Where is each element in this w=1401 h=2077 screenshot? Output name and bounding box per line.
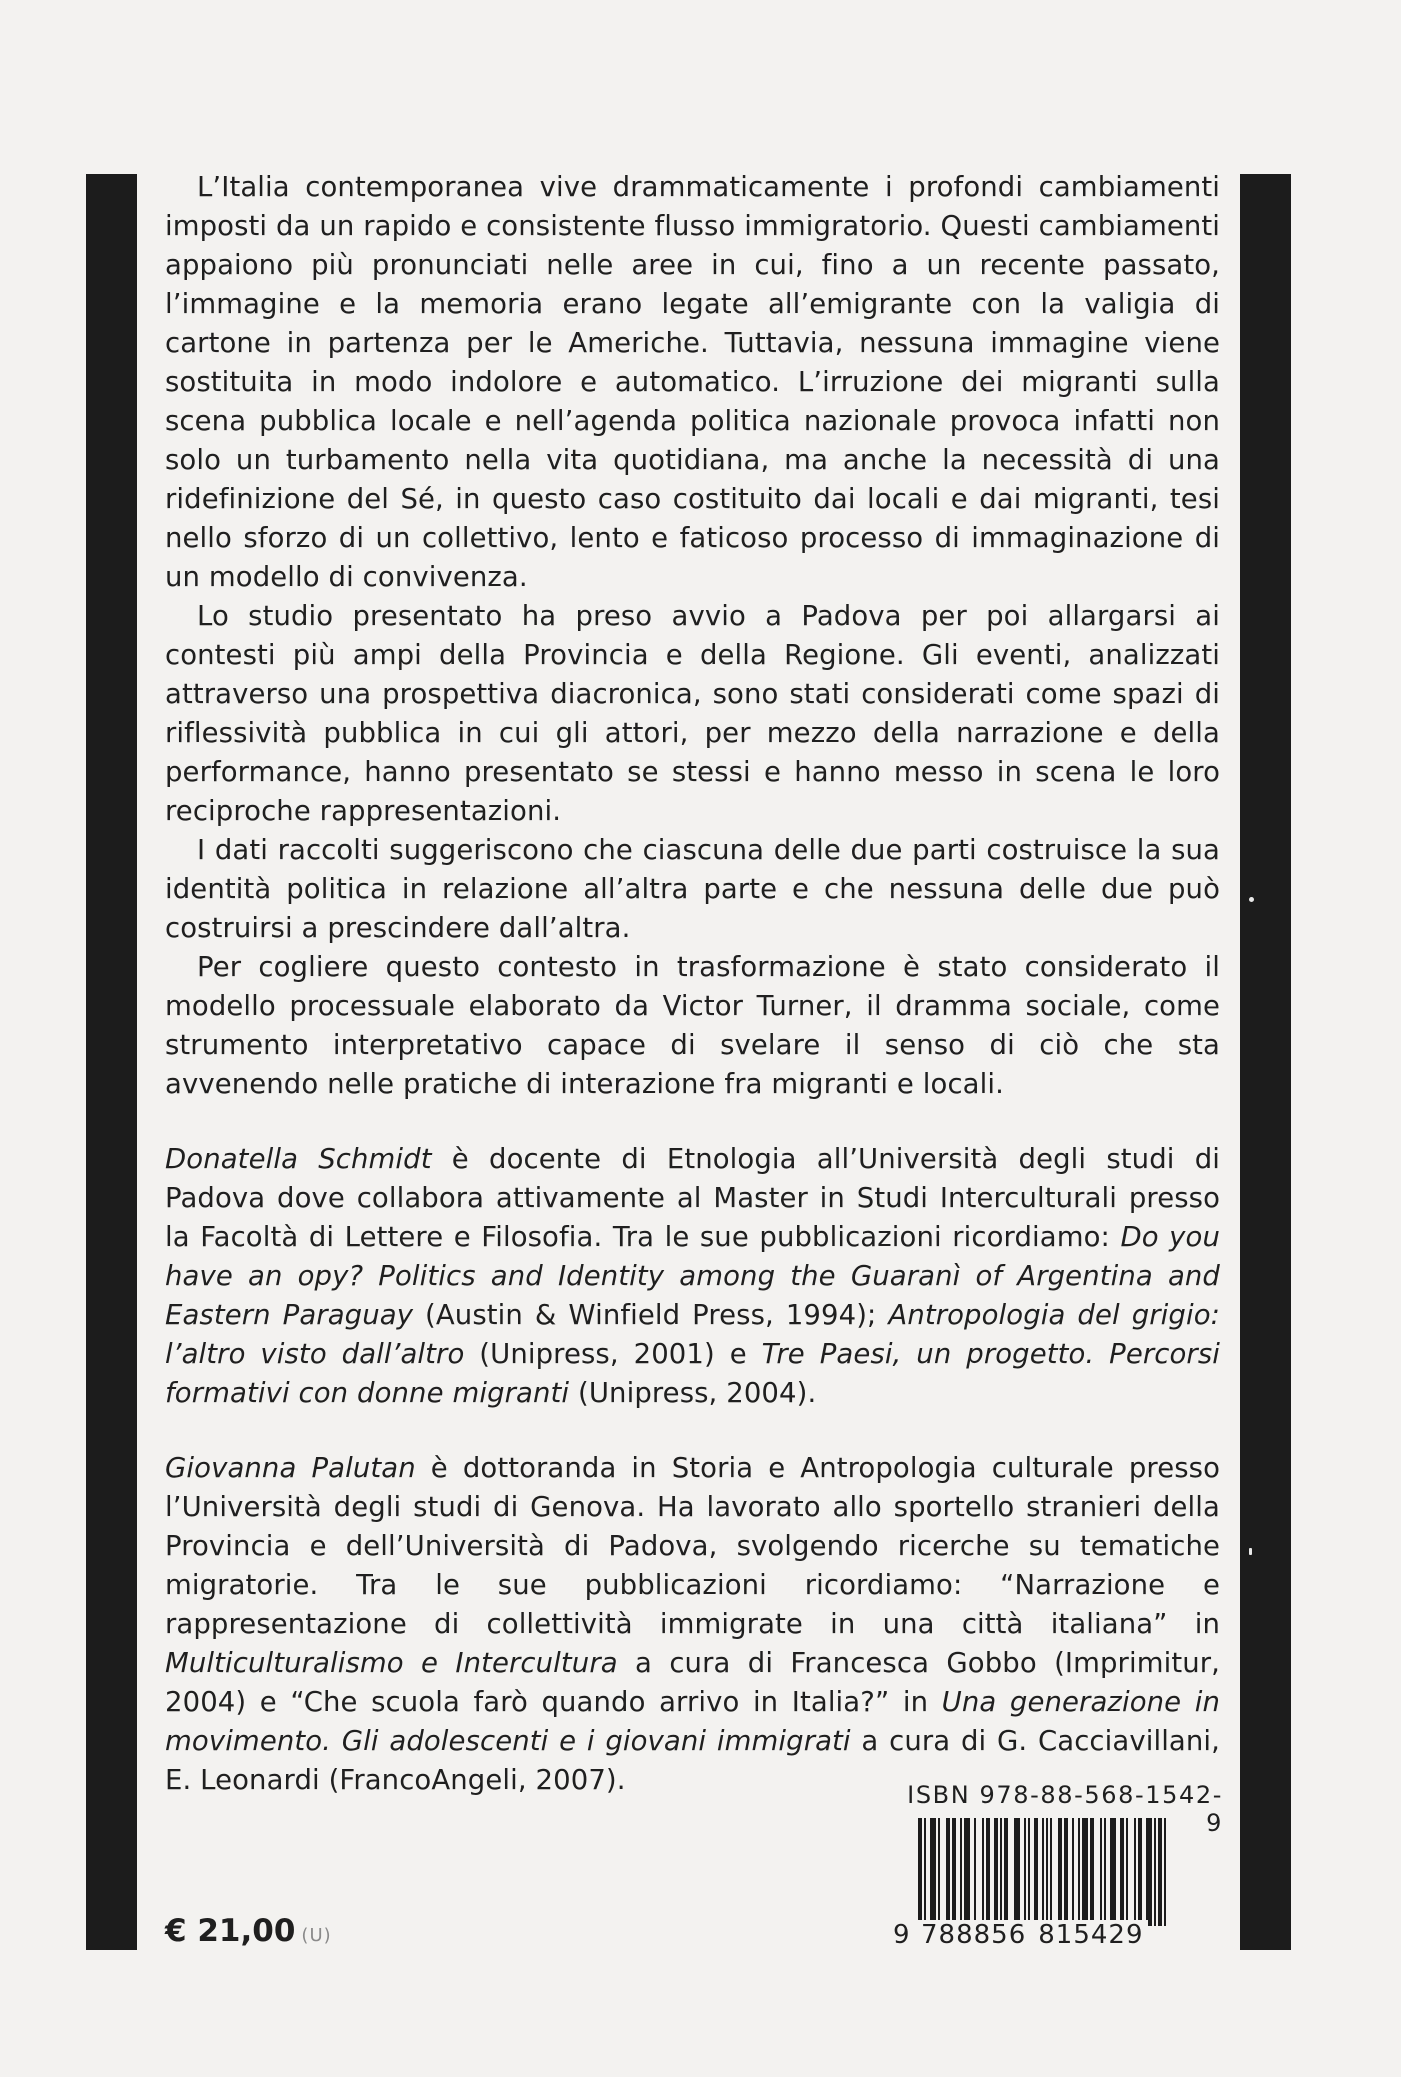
- barcode-digits: [893, 1920, 1225, 1950]
- author-name: Giovanna Palutan: [165, 1452, 416, 1484]
- author-bio-schmidt: Donatella Schmidt è docente di Etnologia all’Università degli studi di Padova dove collabora attivamente al Master in Studi Interculturali presso la Facoltà di Lettere e Filosofia. Tra le sue pubblicazioni ricordiamo: Do you have an opy? Politics and Identity among the Guaranì of Argentina and Eastern Paraguay (Austin & Winfield Press, 1994); Antropologia del grigio: l’altro visto dall’altro (Unipress, 2001) e Tre Paesi, un progetto. Percorsi formativi con donne migranti (Unipress, 2004).: [165, 1143, 1221, 1409]
- author-bio-palutan: Giovanna Palutan è dottoranda in Storia e Antropologia culturale presso l’Università degli studi di Genova. Ha lavorato allo sportello stranieri della Provincia e dell’Università di Padova, svolgendo ricerche su tematiche migratorie. Tra le sue pubblicazioni ricordiamo: “Narrazione e rappresentazione di collettività immigrate in una città italiana” in Multiculturalismo e Intercultura a cura di Francesca Gobbo (Imprimitur, 2004) e “Che scuola farò quando arrivo in Italia?” in Una generazione in movimento. Gli adolescenti e i giovani immigrati a cura di G. Cacciavillani, E. Leonardi (FrancoAngeli, 2007).: [165, 1452, 1221, 1796]
- right-decorative-bar: [1240, 174, 1291, 1950]
- work-title: Multiculturalismo e Intercultura: [165, 1647, 618, 1679]
- work-title: Antropologia del grigio: l’altro visto dall’altro: [165, 1299, 1221, 1370]
- left-decorative-bar: [86, 174, 137, 1950]
- barcode-right-group: 815429: [1034, 1920, 1147, 1950]
- isbn-label: ISBN 978-88-568-1542-9: [907, 1781, 1223, 1837]
- synopsis-paragraph: Per cogliere questo contesto in trasformazione è stato considerato il modello processuale elaborato da Victor Turner, il dramma sociale, come strumento interpretativo capace di svelare il senso di ciò che sta avvenendo nelle pratiche di interazione fra migranti e locali.: [165, 951, 1220, 1100]
- synopsis-paragraph: Lo studio presentato ha preso avvio a Padova per poi allargarsi ai contesti più ampi della Provincia e della Regione. Gli eventi, analizzati attraverso una prospettiva diacronica, sono stati considerati come spazi di riflessività pubblica in cui gli attori, per mezzo della narrazione e della performance, hanno presentato se stessi e hanno messo in scena le loro reciproche rappresentazioni.: [165, 600, 1220, 827]
- barcode-first-digit: 9: [893, 1920, 911, 1950]
- work-title: Do you have an opy? Politics and Identity among the Guaranì of Argentina and Eastern Paraguay: [165, 1221, 1221, 1331]
- synopsis-paragraph: I dati raccolti suggeriscono che ciascuna delle due parti costruisce la sua identità politica in relazione all’altra parte e che nessuna delle due può costruirsi a prescindere dall’altra.: [165, 834, 1220, 944]
- back-cover-text: [165, 168, 1220, 1800]
- barcode: [918, 1818, 1224, 1926]
- dot-mark: [1249, 897, 1254, 902]
- barcode-stripe: [1164, 1818, 1166, 1926]
- price-label: [165, 1913, 332, 1949]
- price-amount: € 21,00: [165, 1913, 296, 1949]
- synopsis-paragraph: L’Italia contemporanea vive drammaticamente i profondi cambiamenti imposti da un rapido e consistente flusso immigratorio. Questi cambiamenti appaiono più pronunciati nelle aree in cui, fino a un recente passato, l’immagine e la memoria erano legate all’emigrante con la valigia di cartone in partenza per le Americhe. Tuttavia, nessuna immagine viene sostituita in modo indolore e automatico. L’irruzione dei migranti sulla scena pubblica locale e nell’agenda politica nazionale provoca infatti non solo un turbamento nella vita quotidiana, ma anche la necessità di una ridefinizione del Sé, in questo caso costituito dai locali e dai migranti, tesi nello sforzo di un collettivo, lento e faticoso processo di immaginazione di un modello di convivenza.: [165, 171, 1221, 593]
- barcode-left-group: 788856: [917, 1920, 1030, 1950]
- work-title: Una generazione in movimento. Gli adolescenti e i giovani immigrati: [165, 1686, 1220, 1757]
- work-title: Tre Paesi, un progetto. Percorsi formativi con donne migranti: [165, 1338, 1220, 1409]
- author-name: Donatella Schmidt: [165, 1143, 432, 1175]
- price-code: (U): [301, 1925, 332, 1946]
- dot-mark: [1249, 1548, 1252, 1555]
